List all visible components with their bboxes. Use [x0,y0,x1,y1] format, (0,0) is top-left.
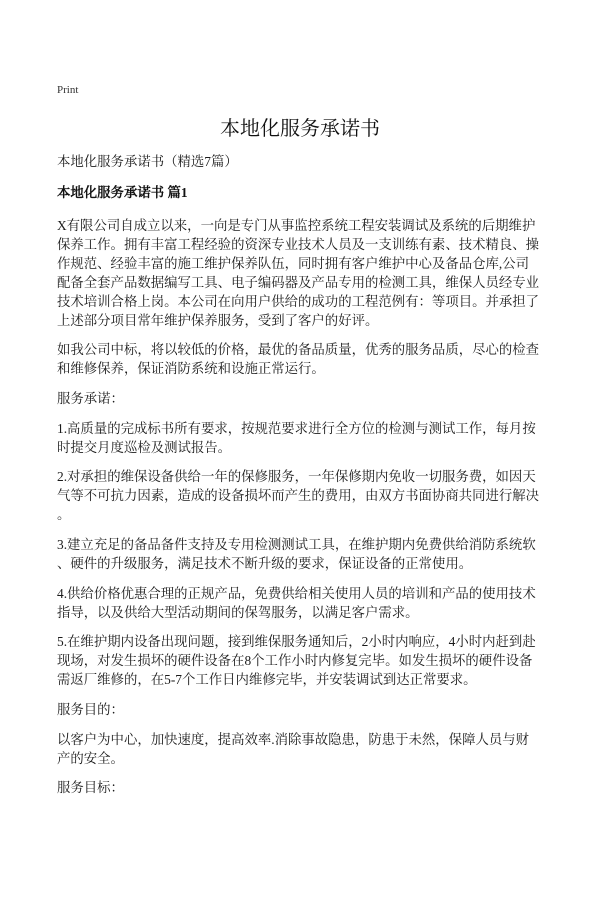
service-purpose-label [57,700,543,719]
bid-statement-paragraph [57,340,543,378]
commitment-item-2 [57,467,543,524]
service-goal-label [57,778,543,797]
intro-line: 上述部分项目常年维护保养服务，受到了客户的好评。 [57,312,379,328]
commitment-line: 3.建立充足的备品备件支持及专用检测测试工具，在维护期内免费供给消防系统软 [57,536,536,552]
service-purpose-line: 以客户为中心，加快速度，提高效率.消除事故隐患，防患于未然，保障人员与财 [57,731,530,747]
commitment-line: 2.对承担的维保设备供给一年的保修服务，一年保修期内免收一切服务费，如因天 [57,469,536,485]
intro-line: 作规范、经验丰富的施工维护保养队伍，同时拥有客户维护中心及备品仓库,公司 [57,255,530,271]
commitment-item-5 [57,632,543,689]
commitment-line: 5.在维护期内设备出现问题，接到维保服务通知后，2小时内响应，4小时内赶到赴 [57,634,536,650]
commitment-line: 气等不可抗力因素，造成的设备损坏而产生的费用，由双方书面协商共同进行解决 [57,488,540,504]
commitment-item-1 [57,419,543,457]
intro-line: 配备全套产品数据编写工具、电子编码器及产品专用的检测工具，维保人员经专业 [57,274,540,290]
commitment-line: 1.高质量的完成标书所有要求，按规范要求进行全方位的检测与测试工作，每月按 [57,420,536,436]
bid-statement-line: 和维修保养，保证消防系统和设施正常运行。 [57,361,325,377]
section-heading: 本地化服务承诺书 篇1 [57,185,188,200]
commitment-item-3 [57,535,543,573]
intro-paragraph [57,216,543,330]
intro-line: X有限公司自成立以来，一向是专门从事监控系统工程安装调试及系统的后期维护 [57,217,536,233]
commitment-line: 指导，以及供给大型活动期间的保驾服务，以满足客户需求。 [57,604,419,620]
intro-line: 技术培训合格上岗。本公司在向用户供给的成功的工程范例有：等项目。并承担了 [57,293,540,309]
commitment-line: 。 [57,507,71,523]
bid-statement-line: 如我公司中标，将以较低的价格，最优的备品质量，优秀的服务品质，尽心的检查 [57,342,540,358]
document-content [57,82,543,797]
commitment-line: 现场，对发生损坏的硬件设备在8个工作小时内修复完毕。如发生损坏的硬件设备 [57,653,533,669]
intro-line: 保养工作。拥有丰富工程经验的资深专业技术人员及一支训练有素、技术精良、操 [57,236,540,252]
service-commitment-label [57,389,543,408]
commitment-item-4 [57,584,543,622]
service-purpose-line: 产的安全。 [57,750,124,766]
service-goal-label-text: 服务目标： [57,780,124,796]
commitment-line: 时提交月度巡检及测试报告。 [57,439,232,455]
commitment-line: 4.供给价格优惠合理的正规产品，免费供给相关使用人员的培训和产品的使用技术 [57,585,536,601]
commitment-line: 需返厂维修的，在5-7个工作日内维修完毕，并安装调试到达正常要求。 [57,672,477,688]
commitment-line: 、硬件的升级服务，满足技术不断升级的要求，保证设备的正常使用。 [57,555,473,571]
page-title: 本地化服务承诺书 [220,118,380,140]
print-link[interactable]: Print [57,84,79,96]
service-commitment-label-text: 服务承诺： [57,390,124,406]
document-subtitle: 本地化服务承诺书（精选7篇） [57,154,238,169]
service-purpose-paragraph [57,730,543,768]
service-purpose-label-text: 服务目的： [57,702,124,717]
